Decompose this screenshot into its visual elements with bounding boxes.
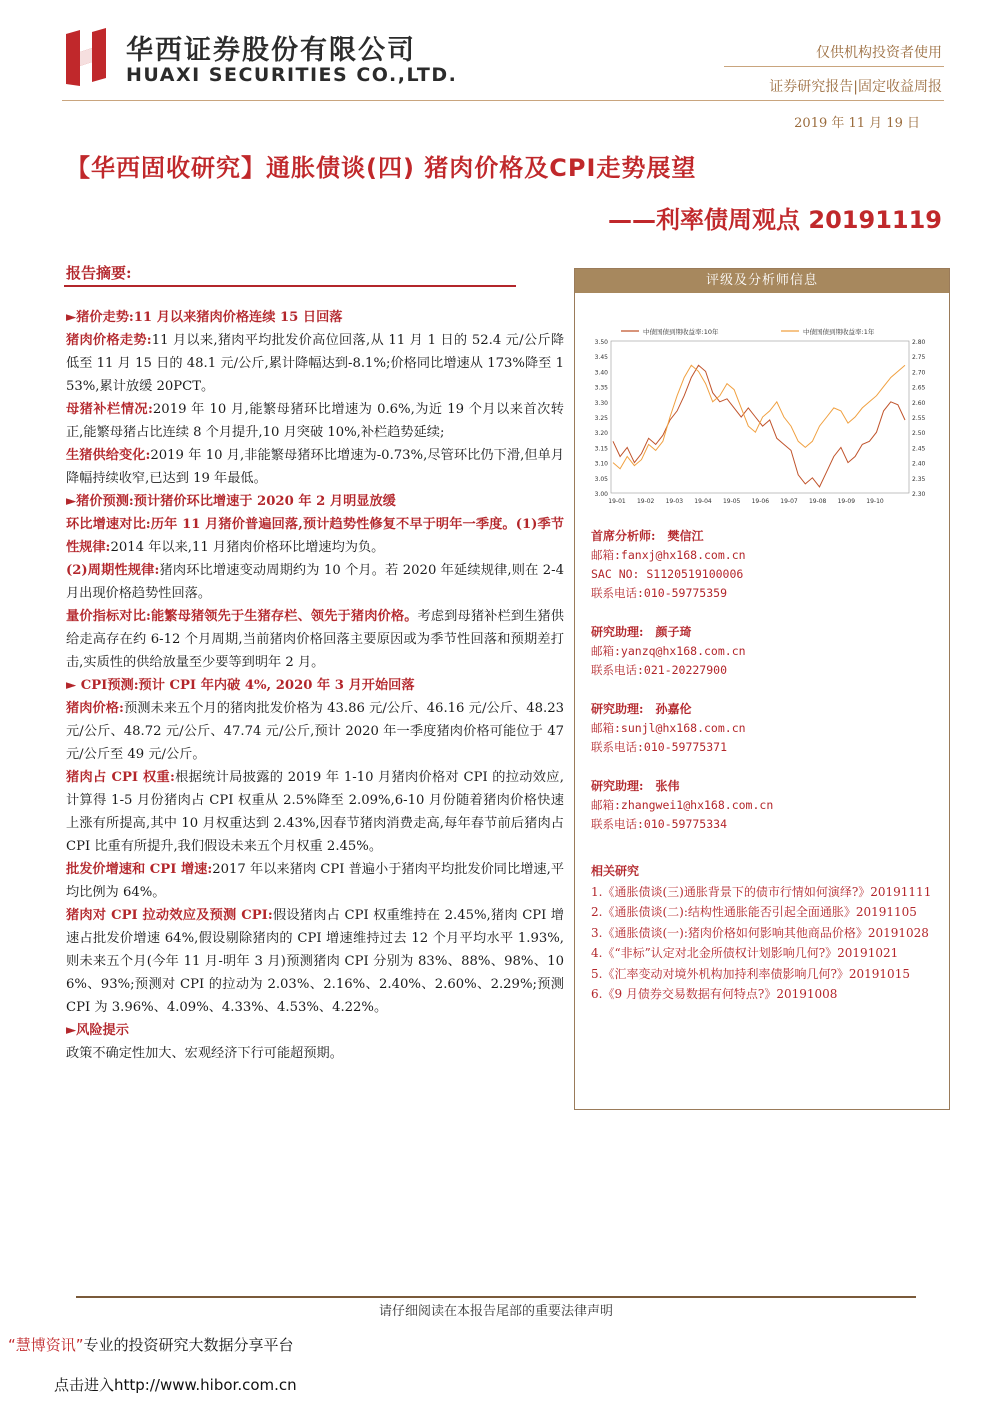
paragraph-text: 考虑到母猪补栏到生猪供给走高存在约 6-12 个月周期,当前猪肉价格回落主要原因或为季节性回落和预期差打击,实质性的供给放量至少要等到明年 2 月。 [66, 609, 564, 670]
summary-body [66, 306, 564, 1065]
paragraph-text: 预测未来五个月的猪肉批发价格为 43.86 元/公斤、46.16 元/公斤、48.23 元/公斤、48.72 元/公斤、47.74 元/公斤,预计 2020 年一季度猪肉价格可能位于 47 元/公斤至 49 元/公斤。 [66, 701, 564, 762]
yield-chart [581, 323, 945, 513]
paragraph-lead: 母猪补栏情况: [66, 402, 153, 417]
summary-paragraph [66, 444, 564, 490]
y-right-tick-label: 2.35 [912, 475, 926, 483]
promo-text: 专业的投资研究大数据分享平台 [83, 1336, 294, 1354]
report-type: 证券研究报告|固定收益周报 [769, 79, 942, 95]
section-heading [66, 674, 564, 697]
related-report-link[interactable]: 1.《通胀债谈(三)通胀背景下的债市行情如何演绎?》20191111 [591, 884, 932, 899]
summary-paragraph [66, 329, 564, 398]
paragraph-lead: 猪肉占 CPI 权重: [66, 770, 175, 785]
paragraph-text: 猪肉环比增速变动周期约为 10 个月。若 2020 年延续规律,则在 2-4 月出现价格趋势性回落。 [66, 563, 564, 601]
y-left-tick-label: 3.30 [594, 399, 608, 407]
paragraph-lead: (2)周期性规律: [66, 563, 160, 578]
related-report-link[interactable]: 5.《汇率变动对境外机构加持利率债影响几何?》20191015 [591, 966, 910, 981]
analyst-name: 樊信江 [667, 529, 704, 543]
paragraph-text: 11 月以来,猪肉平均批发价高位回落,从 11 月 1 日的 52.4 元/公斤降低至 11 月 15 日的 48.1 元/公斤,累计降幅达到-8.1%;价格同比增速从 173%降至 153%,累计放缓 20PCT。 [66, 333, 565, 394]
report-subtitle: ——利率债周观点 20191119 [608, 206, 942, 234]
y-left-tick-label: 3.45 [594, 354, 608, 362]
summary-paragraph [66, 513, 564, 559]
company-logo-icon [62, 28, 114, 86]
paragraph-text: 2019 年 10 月,非能繁母猪环比增速为-0.73%,尽管环比仍下滑,但单月降幅持续收窄,已达到 19 年最低。 [66, 448, 565, 486]
paragraph-lead: 生猪供给变化: [66, 448, 151, 463]
summary-heading: 报告摘要: [66, 264, 132, 282]
analyst-name: 孙嘉伦 [655, 702, 692, 716]
y-right-tick-label: 2.70 [912, 369, 926, 377]
series-line [613, 365, 905, 487]
series-line [613, 365, 905, 468]
legend-label: 中债国债到期收益率:1年 [803, 328, 875, 336]
paragraph-text: 假设猪肉占 CPI 权重维持在 2.45%,猪肉 CPI 增速占批发价增速 64%,假设剔除猪肉的 CPI 增速维持过去 12 个月平均水平 1.93%,则未来五个月(今年 11 月-明年 3 月)预测猪肉 CPI 分别为 83%、88%、98%、106%、93%;预测对 CPI 的拉动为 2.03%、2.16%、2.40%、2.60%、2.29%;预测 CPI 为 3.96%、4.09%、4.33%、4.53%、4.22%。 [66, 908, 564, 1015]
related-research-list [591, 882, 936, 1005]
paragraph-text: 2017 年以来猪肉 CPI 普遍小于猪肉平均批发价同比增速,平均比例为 64%。 [66, 862, 565, 900]
related-report-link[interactable]: 2.《通胀债谈(二):结构性通胀能否引起全面通胀》20191105 [591, 905, 917, 919]
x-tick-label: 19-04 [694, 498, 712, 505]
paragraph-text: 根据统计局披露的 2019 年 1-10 月猪肉价格对 CPI 的拉动效应,计算得 1-5 月份猪肉占 CPI 权重从 2.5%降至 2.09%,6-10 月份随着猪肉价格快速上涨有所提高,其中 10 月权重达到 2.43%,因春节猪肉消费走高,每年春节前后猪肉占 CPI 比重有所提升,我们假设未来五个月权重 2.45%。 [66, 770, 564, 854]
analyst-list [591, 527, 936, 854]
x-tick-label: 19-07 [780, 498, 798, 505]
y-right-tick-label: 2.40 [912, 460, 926, 468]
y-right-tick-label: 2.45 [912, 445, 926, 453]
analyst-contact: 联系电话:021-20227900 [591, 663, 728, 677]
audience-note: 仅供机构投资者使用 [816, 45, 942, 61]
summary-rule [64, 285, 516, 287]
yield-chart-svg [581, 323, 945, 513]
section-title: ►风险提示 [66, 1023, 129, 1038]
section-heading [66, 490, 564, 513]
related-research [591, 861, 936, 1005]
y-left-tick-label: 3.35 [594, 384, 608, 392]
promo-brand: “慧博资讯” [8, 1336, 84, 1354]
y-left-tick-label: 3.15 [594, 445, 608, 453]
analyst-contact: 邮箱:fanxj@hx168.com.cn [591, 548, 746, 562]
analyst-contact: 邮箱:yanzq@hx168.com.cn [591, 644, 746, 658]
analyst-role: 研究助理: [591, 625, 644, 639]
legend-label: 中债国债到期收益率:10年 [643, 328, 719, 336]
y-left-tick-label: 3.40 [594, 369, 608, 377]
company-name-en: HUAXI SECURITIES CO.,LTD. [126, 64, 458, 86]
y-left-tick-label: 3.00 [594, 491, 608, 498]
sidebar-header: 评级及分析师信息 [575, 269, 949, 293]
x-tick-label: 19-10 [866, 498, 884, 505]
analyst-contact: 邮箱:zhangwei1@hx168.com.cn [591, 798, 774, 812]
report-title: 【华西固收研究】通胀债谈(四) 猪肉价格及CPI走势展望 [66, 154, 697, 182]
y-left-tick-label: 3.25 [594, 415, 608, 422]
x-tick-label: 19-09 [837, 498, 856, 505]
y-right-tick-label: 2.50 [912, 430, 926, 438]
paragraph-lead: 猪肉价格走势: [66, 333, 152, 348]
analyst-card [591, 777, 936, 834]
summary-paragraph [66, 766, 564, 858]
summary-paragraph [66, 605, 564, 674]
company-name-cn: 华西证券股份有限公司 [126, 35, 416, 66]
legal-notice: 请仔细阅读在本报告尾部的重要法律声明 [378, 1304, 613, 1319]
x-tick-label: 19-01 [608, 498, 626, 505]
y-right-tick-label: 2.75 [912, 354, 926, 362]
header-divider [62, 100, 944, 101]
analyst-header [591, 527, 936, 546]
analyst-role: 首席分析师: [591, 529, 656, 543]
x-tick-label: 19-03 [665, 498, 684, 505]
related-report-link[interactable]: 3.《通胀债谈(一):猪肉价格如何影响其他商品价格》20191028 [591, 925, 929, 940]
y-right-tick-label: 2.60 [912, 399, 926, 407]
paragraph-text: 2014 年以来,11 月猪肉价格环比增速均为负。 [110, 540, 385, 555]
analyst-header [591, 700, 936, 719]
paragraph-text: 政策不确定性加大、宏观经济下行可能超预期。 [66, 1046, 343, 1061]
y-left-tick-label: 3.20 [594, 430, 608, 438]
paragraph-text: 2019 年 10 月,能繁母猪环比增速为 0.6%,为近 19 个月以来首次转正,能繁母猪占比连续 8 个月提升,10 月突破 10%,补栏趋势延续; [66, 402, 564, 440]
y-right-tick-label: 2.30 [912, 491, 926, 498]
paragraph-lead: 量价指标对比:能繁母猪领先于生猪存栏、领先于猪肉价格。 [66, 609, 418, 624]
section-heading [66, 306, 564, 329]
analyst-header [591, 623, 936, 642]
analyst-contact: 邮箱:sunjl@hx168.com.cn [591, 721, 746, 735]
section-title: ►猪价走势:11 月以来猪肉价格连续 15 日回落 [66, 310, 343, 325]
promo-link[interactable]: http://www.hibor.com.cn [114, 1376, 297, 1394]
analyst-contact: 联系电话:010-59775371 [591, 740, 728, 754]
footer-rule [76, 1296, 916, 1298]
analyst-header [591, 777, 936, 796]
y-right-tick-label: 2.80 [912, 339, 926, 346]
analyst-sidebar [574, 268, 950, 1110]
section-title: ►猪价预测:预计猪价环比增速于 2020 年 2 月明显放缓 [66, 494, 396, 509]
summary-paragraph [66, 559, 564, 605]
x-tick-label: 19-02 [636, 498, 655, 505]
summary-paragraph [66, 904, 564, 1019]
analyst-name: 张伟 [655, 779, 680, 793]
report-date: 2019 年 11 月 19 日 [794, 116, 920, 131]
related-report-link[interactable]: 4.《“非标”认定对北金所债权计划影响几何?》20191021 [591, 946, 899, 960]
summary-paragraph [66, 1042, 564, 1065]
x-tick-label: 19-05 [722, 498, 741, 505]
paragraph-lead: 环比增速对比:历年 11 月猪价普遍回落,预计趋势性修复不早于明年一季度。(1)季节性规律: [66, 517, 564, 555]
y-left-tick-label: 3.10 [594, 460, 608, 468]
analyst-card [591, 623, 936, 680]
summary-paragraph [66, 697, 564, 766]
y-right-tick-label: 2.65 [912, 384, 926, 392]
promo-link-line [54, 1374, 297, 1395]
section-heading [66, 1019, 564, 1042]
related-research-title: 相关研究 [591, 864, 640, 878]
x-tick-label: 19-06 [751, 498, 770, 505]
y-right-tick-label: 2.55 [912, 415, 926, 422]
analyst-contact: SAC NO: S1120519100006 [591, 567, 744, 581]
promo-line [8, 1334, 294, 1355]
y-left-tick-label: 3.05 [594, 475, 608, 483]
analyst-role: 研究助理: [591, 779, 644, 793]
header-rule [724, 66, 944, 67]
paragraph-lead: 猪肉价格: [66, 701, 124, 716]
analyst-card [591, 700, 936, 757]
summary-paragraph [66, 398, 564, 444]
x-tick-label: 19-08 [808, 498, 827, 505]
paragraph-lead: 批发价增速和 CPI 增速: [66, 862, 213, 877]
related-report-link[interactable]: 6.《9 月债券交易数据有何特点?》20191008 [591, 987, 838, 1001]
analyst-card [591, 527, 936, 603]
plot-frame [611, 341, 909, 493]
analyst-name: 颜子琦 [655, 625, 692, 639]
analyst-contact: 联系电话:010-59775359 [591, 586, 728, 600]
summary-paragraph [66, 858, 564, 904]
paragraph-lead: 猪肉对 CPI 拉动效应及预测 CPI: [66, 908, 273, 923]
y-left-tick-label: 3.50 [594, 339, 608, 346]
analyst-role: 研究助理: [591, 702, 644, 716]
section-title: ► CPI预测:预计 CPI 年内破 4%, 2020 年 3 月开始回落 [66, 678, 415, 693]
promo-link-prefix: 点击进入 [54, 1376, 115, 1394]
analyst-contact: 联系电话:010-59775334 [591, 817, 728, 831]
